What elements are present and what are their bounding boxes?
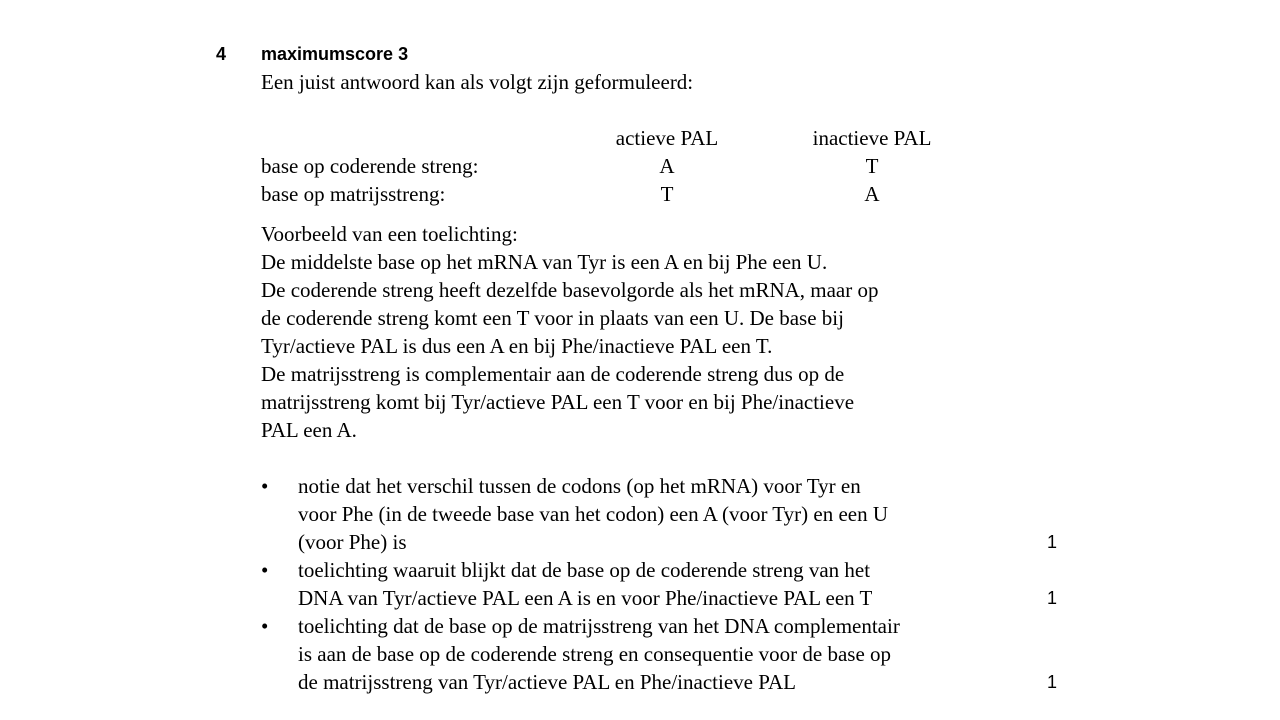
bullet: • <box>261 614 269 638</box>
criterion-score: 1 <box>1046 672 1057 692</box>
table-cell: A <box>659 154 675 178</box>
explanation-line: De matrijsstreng is complementair aan de coderende streng dus op de <box>261 362 845 386</box>
explanation-line: matrijsstreng komt bij Tyr/actieve PAL een T voor en bij Phe/inactieve <box>261 390 855 414</box>
table-cell: T <box>660 182 674 206</box>
table-cell: T <box>865 154 879 178</box>
bullet: • <box>261 474 269 498</box>
explanation-line: De middelste base op het mRNA van Tyr is een A en bij Phe een U. <box>261 250 828 274</box>
question-intro: Een juist antwoord kan als volgt zijn geformuleerd: <box>261 70 694 94</box>
table-row <box>261 180 981 208</box>
criterion-line: toelichting dat de base op de matrijsstreng van het DNA complementair <box>298 614 900 638</box>
explanation-block <box>261 220 879 444</box>
criterion-score: 1 <box>1046 588 1057 608</box>
criterion-line: (voor Phe) is <box>298 530 407 554</box>
explanation-line: De coderende streng heeft dezelfde basevolgorde als het mRNA, maar op <box>261 278 879 302</box>
table-header-cell: inactieve PAL <box>812 126 932 150</box>
explanation-line: Voorbeeld van een toelichting: <box>261 222 518 246</box>
table-cell: A <box>864 182 880 206</box>
criterion-line: DNA van Tyr/actieve PAL een A is en voor Phe/inactieve PAL een T <box>298 586 873 610</box>
criterion-score: 1 <box>1046 532 1057 552</box>
question-number: 4 <box>216 44 227 64</box>
explanation-line: PAL een A. <box>261 418 357 442</box>
criterion-line: notie dat het verschil tussen de codons (op het mRNA) voor Tyr en <box>298 474 861 498</box>
explanation-line: de coderende streng komt een T voor in plaats van een U. De base bij <box>261 306 844 330</box>
criterion-line: toelichting waaruit blijkt dat de base op de coderende streng van het <box>298 558 871 582</box>
table-header-cell: actieve PAL <box>615 126 719 150</box>
explanation-line: Tyr/actieve PAL is dus een A en bij Phe/inactieve PAL een T. <box>261 334 773 358</box>
bullet: • <box>261 558 269 582</box>
table-row <box>261 152 981 180</box>
table-header-row <box>261 124 981 152</box>
table-cell: base op matrijsstreng: <box>261 182 446 206</box>
answer-table <box>261 124 981 208</box>
criterion-line: voor Phe (in de tweede base van het codon) een A (voor Tyr) en een U <box>298 502 889 526</box>
question-title: maximumscore 3 <box>261 44 409 64</box>
table-cell: base op coderende streng: <box>261 154 479 178</box>
criterion-line: is aan de base op de coderende streng en consequentie voor de base op <box>298 642 892 666</box>
criterion-line: de matrijsstreng van Tyr/actieve PAL en Phe/inactieve PAL <box>298 670 796 694</box>
